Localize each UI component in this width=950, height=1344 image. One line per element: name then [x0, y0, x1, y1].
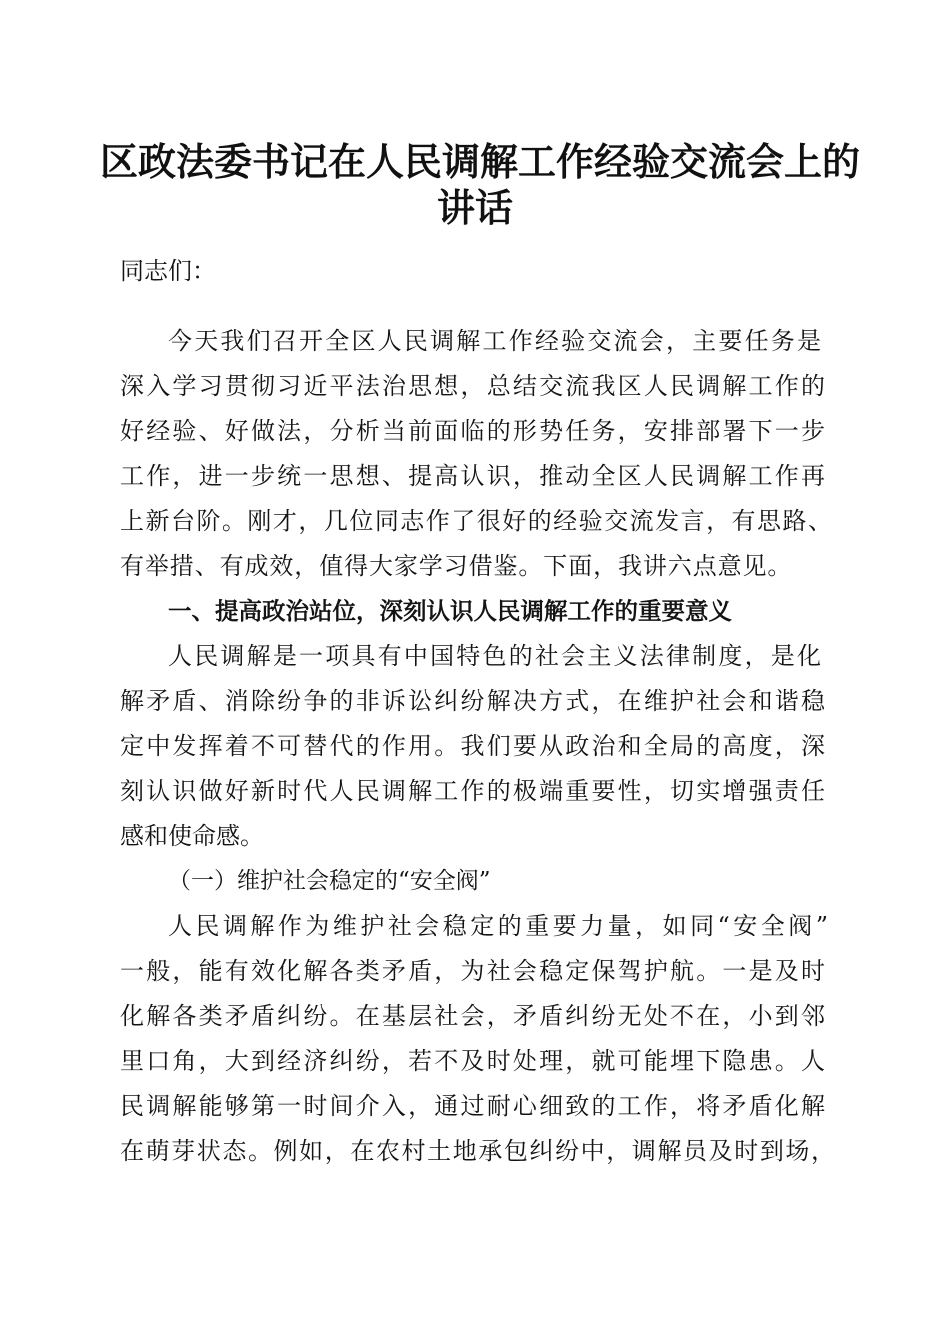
paragraph-line: 解矛盾、消除纷争的非诉讼纠纷解决方式，在维护社会和谐稳 [120, 687, 825, 715]
paragraph-line: 人民调解是一项具有中国特色的社会主义法律制度，是化 [168, 642, 821, 670]
paragraph-line: 人民调解作为维护社会稳定的重要力量，如同“安全阀” [168, 912, 828, 940]
paragraph-line: 定中发挥着不可替代的作用。我们要从政治和全局的高度，深 [120, 732, 825, 760]
paragraph-line: 好经验、好做法，分析当前面临的形势任务，安排部署下一步 [120, 417, 825, 445]
paragraph-line: 有举措、有成效，值得大家学习借鉴。下面，我讲六点意见。 [120, 552, 793, 580]
paragraph-line: 里口角，大到经济纠纷，若不及时处理，就可能埋下隐患。人 [120, 1047, 825, 1075]
paragraph-line: 今天我们召开全区人民调解工作经验交流会，主要任务是 [168, 327, 821, 355]
paragraph-line: 化解各类矛盾纠纷。在基层社会，矛盾纠纷无处不在，小到邻 [120, 1002, 825, 1030]
paragraph-line: 民调解能够第一时间介入，通过耐心细致的工作，将矛盾化解 [120, 1092, 825, 1120]
paragraph-line: 上新台阶。刚才，几位同志作了很好的经验交流发言，有思路、 [120, 507, 832, 535]
paragraph-line: 感和使命感。 [120, 822, 264, 850]
paragraph-line: 刻认识做好新时代人民调解工作的极端重要性，切实增强责任 [120, 777, 825, 805]
paragraph-line: 深入学习贯彻习近平法治思想，总结交流我区人民调解工作的 [120, 372, 825, 400]
document-title-line-1: 区政法委书记在人民调解工作经验交流会上的 [100, 139, 861, 184]
section-heading: 一、提高政治站位，深刻认识人民调解工作的重要意义 [168, 597, 732, 625]
subsection-heading: （一）维护社会稳定的“安全阀” [168, 868, 491, 894]
salutation: 同志们： [120, 257, 216, 285]
paragraph-line: 一般，能有效化解各类矛盾，为社会稳定保驾护航。一是及时 [120, 957, 825, 985]
document-title-line-2: 讲话 [436, 185, 513, 230]
paragraph-line: 工作，进一步统一思想、提高认识，推动全区人民调解工作再 [120, 462, 825, 490]
paragraph-line: 在萌芽状态。例如，在农村土地承包纠纷中，调解员及时到场， [120, 1137, 835, 1165]
